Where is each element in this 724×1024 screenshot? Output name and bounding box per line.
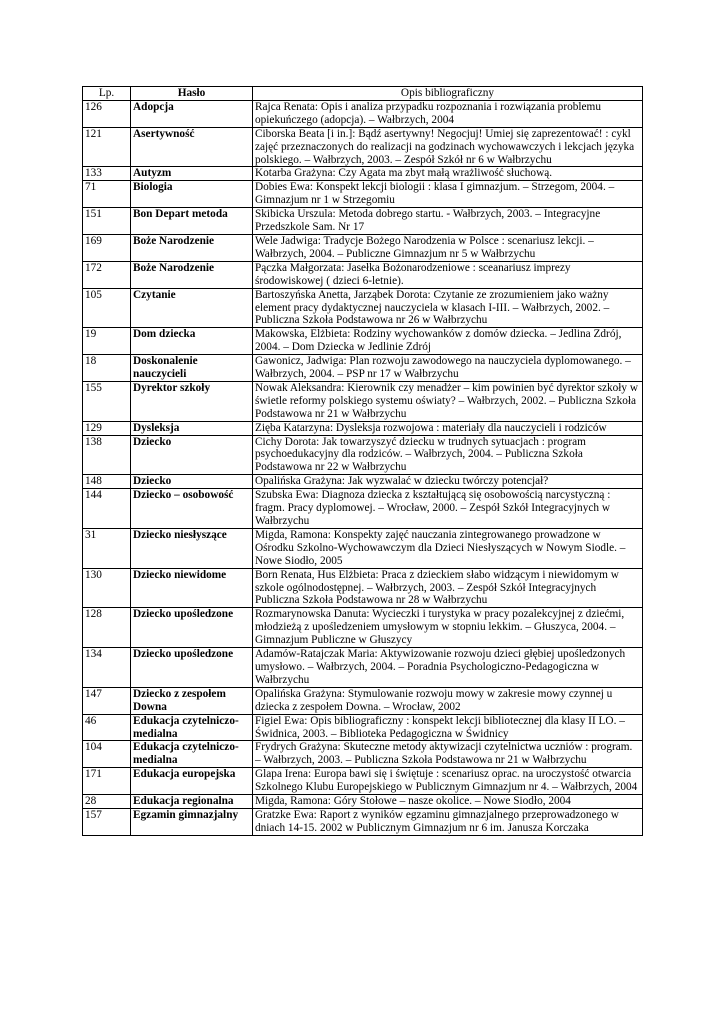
entry-number: 128 [83,608,131,648]
entry-description: Born Renata, Hus Elżbieta: Praca z dzieckiem słabo widzącym i niewidomym w szkole ogólnodostępnej. – Wałbrzych, 2003. – Zespół Szkół Integracyjnych Publiczna Szkoła Podstawowa nr 28 w Wałbrzychu [253,568,643,608]
table-row [83,208,643,235]
table-row [83,381,643,421]
table-body [83,100,643,835]
table-row [83,795,643,809]
table-row [83,127,643,167]
table-row [83,475,643,489]
table-row [83,288,643,328]
table-row [83,528,643,568]
table-row [83,100,643,127]
entry-number: 155 [83,381,131,421]
entry-description: Skibicka Urszula: Metoda dobrego startu. - Wałbrzych, 2003. – Integracyjne Przedszkole Sam. Nr 17 [253,208,643,235]
entry-number: 133 [83,167,131,181]
entry-term: Dziecko upośledzone [131,608,253,648]
entry-term: Dziecko niesłyszące [131,528,253,568]
entry-term: Dom dziecka [131,328,253,355]
entry-description: Dobies Ewa: Konspekt lekcji biologii : klasa I gimnazjum. – Strzegom, 2004. – Gimnazjum nr 1 w Strzegomiu [253,181,643,208]
entry-number: 144 [83,489,131,529]
entry-number: 18 [83,355,131,382]
entry-number: 148 [83,475,131,489]
entry-number: 157 [83,808,131,835]
entry-description: Figiel Ewa: Opis bibliograficzny : konspekt lekcji bibliotecznej dla klasy II LO. – Świdnica, 2003. – Biblioteka Pedagogiczna w Świdnicy [253,714,643,741]
entry-description: Adamów-Ratajczak Maria: Aktywizowanie rozwoju dzieci głębiej upośledzonych umysłowo. – Wałbrzych, 2004. – Poradnia Psychologiczno-Pedagogiczna w Wałbrzychu [253,648,643,688]
entry-description: Frydrych Grażyna: Skuteczne metody aktywizacji czytelnictwa uczniów : program. – Wałbrzych, 2003. – Publiczna Szkoła Podstawowa nr 21 w Wałbrzychu [253,741,643,768]
table-row [83,355,643,382]
entry-term: Bon Depart metoda [131,208,253,235]
table-row [83,568,643,608]
header-lp: Lp. [83,87,131,101]
entry-term: Doskonalenie nauczycieli [131,355,253,382]
entry-number: 71 [83,181,131,208]
entry-term: Adopcja [131,100,253,127]
table-row [83,234,643,261]
table-row [83,435,643,475]
entry-number: 130 [83,568,131,608]
entry-term: Edukacja czytelniczo-medialna [131,741,253,768]
table-row [83,167,643,181]
table-row [83,648,643,688]
entry-description: Rajca Renata: Opis i analiza przypadku rozpoznania i rozwiązania problemu opiekuńczego (adopcja). – Wałbrzych, 2004 [253,100,643,127]
entry-number: 172 [83,261,131,288]
entry-description: Zięba Katarzyna: Dysleksja rozwojowa : materiały dla nauczycieli i rodziców [253,421,643,435]
entry-description: Kotarba Grażyna: Czy Agata ma zbyt małą wrażliwość słuchową. [253,167,643,181]
entry-number: 138 [83,435,131,475]
entry-term: Dysleksja [131,421,253,435]
table-row [83,741,643,768]
entry-description: Gawonicz, Jadwiga: Plan rozwoju zawodowego na nauczyciela dyplomowanego. – Wałbrzych, 2004. – PSP nr 17 w Wałbrzychu [253,355,643,382]
header-haslo: Hasło [131,87,253,101]
entry-number: 147 [83,687,131,714]
entry-number: 171 [83,768,131,795]
entry-term: Czytanie [131,288,253,328]
entry-number: 31 [83,528,131,568]
entry-number: 151 [83,208,131,235]
entry-description: Migda, Ramona: Góry Stołowe – nasze okolice. – Nowe Siodło, 2004 [253,795,643,809]
entry-description: Gratzke Ewa: Raport z wyników egzaminu gimnazjalnego przeprowadzonego w dniach 14-15. 2002 w Publicznym Gimnazjum nr 6 im. Janusza Korczaka [253,808,643,835]
table-row [83,261,643,288]
entry-number: 46 [83,714,131,741]
table-row [83,768,643,795]
entry-description: Cichy Dorota: Jak towarzyszyć dziecku w trudnych sytuacjach : program psychoedukacyjny dla rodziców. – Wałbrzych, 2004. – Publiczna Szkoła Podstawowa nr 22 w Wałbrzychu [253,435,643,475]
header-row [83,87,643,101]
table-row [83,489,643,529]
entry-number: 169 [83,234,131,261]
entry-term: Dziecko [131,475,253,489]
entry-description: Ciborska Beata [i in.]: Bądź asertywny! Negocjuj! Umiej się zaprezentować! : cykl zajęć przeznaczonych do realizacji na godzinach wychowawczych i lekcjach języka polskiego. – Wałbrzych, 2003. – Zespół Szkół nr 6 w Wałbrzychu [253,127,643,167]
entry-number: 19 [83,328,131,355]
entry-description: Makowska, Elżbieta: Rodziny wychowanków z domów dziecka. – Jedlina Zdrój, 2004. – Dom Dziecka w Jedlinie Zdrój [253,328,643,355]
entry-number: 28 [83,795,131,809]
entry-description: Wele Jadwiga: Tradycje Bożego Narodzenia w Polsce : scenariusz lekcji. – Wałbrzych, 2004. – Publiczne Gimnazjum nr 5 w Wałbrzychu [253,234,643,261]
entry-description: Bartoszyńska Anetta, Jarząbek Dorota: Czytanie ze zrozumieniem jako ważny element pracy dydaktycznej nauczyciela w klasach I-III. – Wałbrzych, 2002. – Publiczna Szkoła Podstawowa nr 26 w Wałbrzychu [253,288,643,328]
table-row [83,328,643,355]
entry-number: 126 [83,100,131,127]
entry-number: 129 [83,421,131,435]
entry-description: Opalińska Grażyna: Stymulowanie rozwoju mowy w zakresie mowy czynnej u dziecka z zespołem Downa. – Wrocław, 2002 [253,687,643,714]
entry-description: Glapa Irena: Europa bawi się i świętuje : scenariusz oprac. na uroczystość otwarcia Szkolnego Klubu Europejskiego w Publicznym Gimnazjum nr 4. – Wałbrzych, 2004 [253,768,643,795]
entry-term: Edukacja czytelniczo-medialna [131,714,253,741]
entry-term: Biologia [131,181,253,208]
entry-number: 104 [83,741,131,768]
entry-number: 134 [83,648,131,688]
entry-description: Opalińska Grażyna: Jak wyzwalać w dziecku twórczy potencjał? [253,475,643,489]
entry-description: Migda, Ramona: Konspekty zajęć nauczania zintegrowanego prowadzone w Ośrodku Szkolno-Wychowawczym dla Dzieci Niesłyszących w Nowym Siodle. – Nowe Siodło, 2005 [253,528,643,568]
table-row [83,714,643,741]
entry-term: Dziecko niewidome [131,568,253,608]
table-row [83,687,643,714]
table-row [83,808,643,835]
entry-term: Dziecko [131,435,253,475]
entry-term: Asertywność [131,127,253,167]
table-row [83,608,643,648]
table-row [83,181,643,208]
entry-term: Boże Narodzenie [131,234,253,261]
entry-term: Boże Narodzenie [131,261,253,288]
header-opis: Opis bibliograficzny [253,87,643,101]
entry-term: Edukacja regionalna [131,795,253,809]
table-row [83,421,643,435]
entry-term: Egzamin gimnazjalny [131,808,253,835]
entry-term: Edukacja europejska [131,768,253,795]
entry-number: 121 [83,127,131,167]
entry-term: Dziecko z zespołem Downa [131,687,253,714]
entry-description: Szubska Ewa: Diagnoza dziecka z kształtującą się osobowością narcystyczną : fragm. Pracy dyplomowej. – Wrocław, 2000. – Zespół Szkół Integracyjnych w Wałbrzychu [253,489,643,529]
entry-term: Autyzm [131,167,253,181]
entry-term: Dziecko – osobowość [131,489,253,529]
bibliography-table [82,86,643,836]
entry-term: Dyrektor szkoły [131,381,253,421]
entry-description: Rozmarynowska Danuta: Wycieczki i turystyka w pracy pozalekcyjnej z dziećmi, młodzieżą z upośledzeniem umysłowym w stopniu lekkim. – Głuszyca, 2004. – Gimnazjum Publiczne w Głuszycy [253,608,643,648]
entry-description: Pączka Małgorzata: Jasełka Bożonarodzeniowe : sceanariusz imprezy środowiskowej ( dzieci 6-letnie). [253,261,643,288]
entry-number: 105 [83,288,131,328]
entry-description: Nowak Aleksandra: Kierownik czy menadżer – kim powinien być dyrektor szkoły w świetle reformy polskiego systemu oświaty? – Wałbrzych, 2002. – Publiczna Szkoła Podstawowa nr 21 w Wałbrzychu [253,381,643,421]
entry-term: Dziecko upośledzone [131,648,253,688]
